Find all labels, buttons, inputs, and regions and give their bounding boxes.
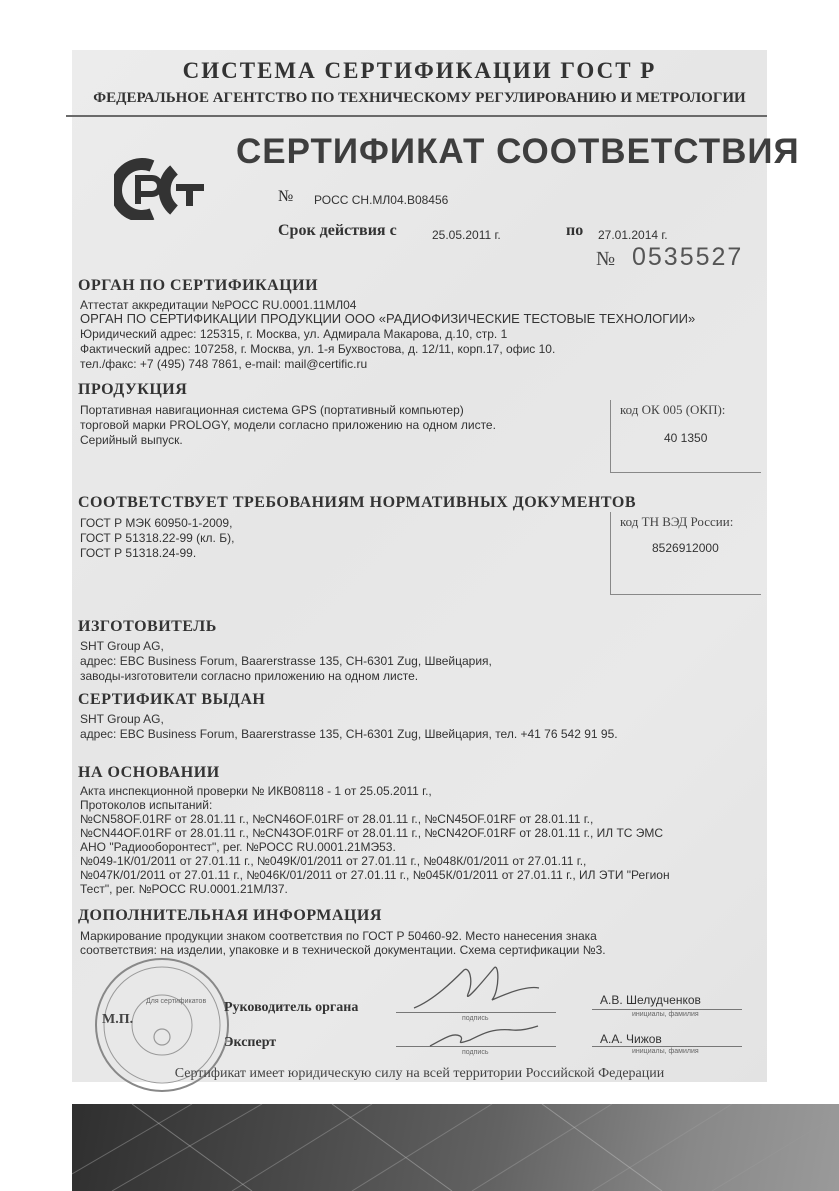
product-line: Серийный выпуск.	[80, 433, 183, 447]
issued-line: адрес: EBC Business Forum, Baarerstrasse 135, CH-6301 Zug, Швейцария, тел. +41 76 542 91 95.	[80, 727, 618, 741]
valid-from: 25.05.2011 г.	[432, 228, 501, 242]
system-heading: СИСТЕМА СЕРТИФИКАЦИИ ГОСТ Р	[182, 58, 657, 83]
okp-code: 40 1350	[664, 431, 708, 445]
head-name-caption: инициалы, фамилия	[632, 1011, 699, 1018]
maker-line: адрес: EBC Business Forum, Baarerstrasse 135, CH-6301 Zug, Швейцария,	[80, 654, 492, 668]
issued-line: SHT Group AG,	[80, 712, 164, 726]
organ-heading: ОРГАН ПО СЕРТИФИКАЦИИ	[78, 277, 319, 294]
basis-line: №049-1К/01/2011 от 27.01.11 г., №049К/01/2011 от 27.01.11 г., №048К/01/2011 от 27.01.11 г.,	[80, 854, 587, 868]
stamp-label: М.П.	[102, 1012, 134, 1027]
expert-name-caption: инициалы, фамилия	[632, 1048, 699, 1055]
basis-line: АНО "Радиооборонтест", рег. №РОСС RU.0001.21МЭ53.	[80, 840, 396, 854]
agency-heading: ФЕДЕРАЛЬНОЕ АГЕНТСТВО ПО ТЕХНИЧЕСКОМУ РЕГУЛИРОВАНИЮ И МЕТРОЛОГИИ	[93, 90, 746, 106]
head-name: А.В. Шелудченков	[600, 993, 701, 1007]
maker-line: заводы-изготовители согласно приложению на одном листе.	[80, 669, 419, 683]
extra-heading: ДОПОЛНИТЕЛЬНАЯ ИНФОРМАЦИЯ	[78, 907, 382, 924]
expert-name-line	[592, 1046, 742, 1047]
certificate-title: СЕРТИФИКАТ СООТВЕТСТВИЯ	[236, 132, 800, 171]
basis-line: №CN58OF.01RF от 28.01.11 г., №CN46OF.01RF от 28.01.11 г., №CN45OF.01RF от 28.01.11 г.,	[80, 812, 594, 826]
basis-heading: НА ОСНОВАНИИ	[78, 764, 220, 781]
organ-line: ОРГАН ПО СЕРТИФИКАЦИИ ПРОДУКЦИИ ООО «РАДИОФИЗИЧЕСКИЕ ТЕСТОВЫЕ ТЕХНОЛОГИИ»	[80, 311, 696, 326]
blank-number-label: №	[596, 248, 616, 270]
product-heading: ПРОДУКЦИЯ	[78, 381, 188, 398]
conform-line: ГОСТ Р 51318.22-99 (кл. Б),	[80, 531, 235, 545]
head-name-line	[592, 1009, 742, 1010]
validity-label: Срок действия с	[278, 222, 397, 239]
header-divider	[66, 115, 767, 117]
product-line: Портативная навигационная система GPS (портативный компьютер)	[80, 403, 464, 417]
organ-line: Юридический адрес: 125315, г. Москва, ул. Адмирала Макарова, д.10, стр. 1	[80, 327, 508, 341]
conform-heading: СООТВЕТСТВУЕТ ТРЕБОВАНИЯМ НОРМАТИВНЫХ ДОКУМЕНТОВ	[78, 494, 636, 511]
expert-name: А.А. Чижов	[600, 1032, 662, 1046]
organ-line: тел./факс: +7 (495) 748 7861, e-mail: mail@certific.ru	[80, 357, 368, 371]
organ-line: Фактический адрес: 107258, г. Москва, ул. 1-я Бухвостова, д. 12/11, корп.17, офис 10.	[80, 342, 556, 356]
maker-heading: ИЗГОТОВИТЕЛЬ	[78, 618, 217, 635]
basis-line: №CN44OF.01RF от 28.01.11 г., №CN43OF.01RF от 28.01.11 г., №CN42OF.01RF от 28.01.11 г., ИЛ ТС ЭМС	[80, 826, 664, 840]
tnved-label: код ТН ВЭД России:	[620, 514, 734, 529]
certificate-number: РОСС СН.МЛ04.В08456	[314, 193, 449, 207]
certificate-document	[72, 50, 800, 1082]
number-label: №	[278, 188, 294, 205]
expert-label: Эксперт	[224, 1035, 277, 1050]
organ-line: Аттестат аккредитации №РОСС RU.0001.11МЛ04	[80, 298, 357, 312]
okp-label: код ОК 005 (ОКП):	[620, 402, 726, 417]
basis-line: №047К/01/2011 от 27.01.11 г., №046К/01/2011 от 27.01.11 г., №045К/01/2011 от 27.01.11 г., ИЛ ЭТИ "Регион	[80, 868, 670, 882]
basis-line: Акта инспекционной проверки № ИКВ08118 - 1 от 25.05.2011 г.,	[80, 784, 432, 798]
maker-line: SHT Group AG,	[80, 639, 164, 653]
validity-note: Сертификат имеет юридическую силу на всей территории Российской Федерации	[174, 1066, 665, 1081]
background-photo	[72, 1104, 839, 1191]
valid-to-label: по	[566, 222, 584, 239]
conform-line: ГОСТ Р МЭК 60950-1-2009,	[80, 516, 233, 530]
basis-line: Протоколов испытаний:	[80, 798, 213, 812]
product-line: торговой марки PROLOGY, модели согласно приложению на одном листе.	[80, 418, 496, 432]
blank-number: 0535527	[632, 243, 744, 271]
conform-line: ГОСТ Р 51318.24-99.	[80, 546, 197, 560]
expert-signature-icon	[422, 1010, 542, 1060]
head-label: Руководитель органа	[224, 1000, 359, 1015]
extra-line: соответствия: на изделии, упаковке и в технической документации. Схема сертификации №3.	[80, 943, 606, 957]
basis-line: Тест", рег. №РОСС RU.0001.21МЛ37.	[80, 882, 288, 896]
stamp-center-text: Для сертификатов	[146, 998, 207, 1005]
issued-heading: СЕРТИФИКАТ ВЫДАН	[78, 691, 266, 708]
rst-logo-icon	[114, 158, 206, 225]
valid-to: 27.01.2014 г.	[598, 228, 668, 242]
head-signature-caption: подпись	[462, 1015, 489, 1022]
extra-line: Маркирование продукции знаком соответствия по ГОСТ Р 50460-92. Место нанесения знака	[80, 929, 597, 943]
tnved-code: 8526912000	[652, 541, 719, 555]
expert-signature-caption: подпись	[462, 1049, 489, 1056]
